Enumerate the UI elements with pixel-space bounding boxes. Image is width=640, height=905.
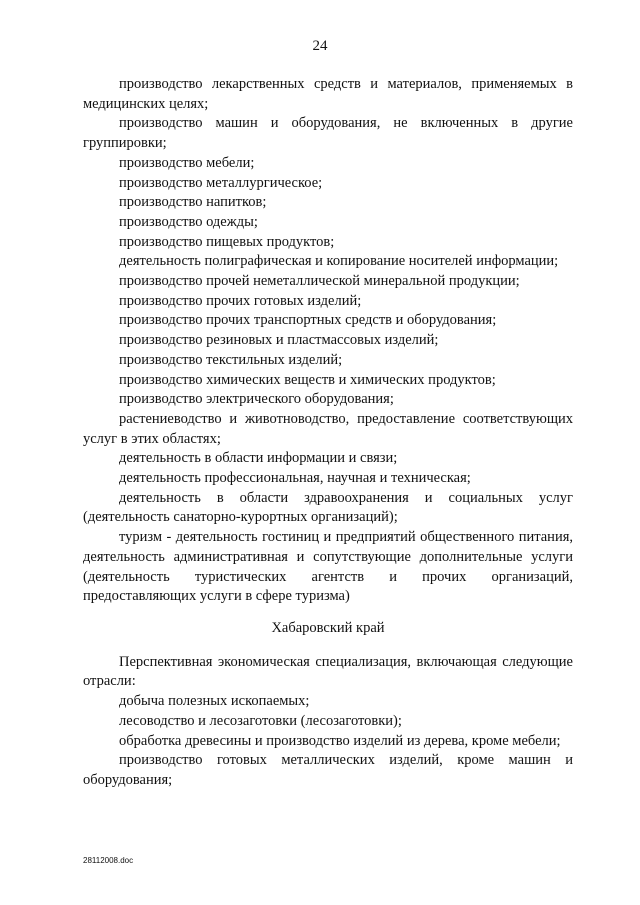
paragraph: обработка древесины и производство изделий из дерева, кроме мебели; bbox=[119, 732, 561, 749]
paragraph: Перспективная экономическая специализация, включающая следующие отрасли: bbox=[83, 653, 573, 690]
paragraph: деятельность в области здравоохранения и социальных услуг (деятельность санаторно-курортных организаций); bbox=[83, 489, 573, 526]
paragraph: производство резиновых и пластмассовых изделий; bbox=[119, 332, 439, 349]
paragraph: деятельность профессиональная, научная и техническая; bbox=[119, 470, 471, 487]
paragraph: производство прочей неметаллической минеральной продукции; bbox=[119, 273, 520, 290]
paragraph: производство готовых металлических изделий, кроме машин и оборудования; bbox=[83, 752, 573, 788]
paragraph: производство металлургическое; bbox=[119, 174, 323, 191]
paragraph: производство текстильных изделий; bbox=[119, 351, 343, 368]
paragraph: производство прочих транспортных средств и оборудования; bbox=[119, 312, 497, 329]
paragraph: растениеводство и животноводство, предоставление соответствующих услуг в этих областях; bbox=[83, 410, 573, 447]
paragraph: деятельность в области информации и связи; bbox=[119, 450, 398, 467]
document-body bbox=[83, 75, 573, 791]
paragraph: производство пищевых продуктов; bbox=[119, 233, 335, 250]
footer-filename: 28112008.doc bbox=[83, 856, 134, 865]
paragraph: производство напитков; bbox=[119, 194, 267, 211]
page-number: 24 bbox=[312, 38, 328, 54]
paragraph: деятельность полиграфическая и копирование носителей информации; bbox=[119, 253, 559, 270]
paragraph: производство одежды; bbox=[119, 213, 258, 230]
paragraph: производство мебели; bbox=[119, 154, 255, 171]
paragraph: туризм - деятельность гостиниц и предприятий общественного питания, деятельность административная и сопутствующие дополнительные услуги (деятельность туристических агентств и прочих организаций, предоставляющих услуги в сфере туризма) bbox=[83, 529, 573, 605]
paragraph: добыча полезных ископаемых; bbox=[119, 693, 310, 710]
paragraph: производство электрического оборудования; bbox=[119, 391, 394, 408]
paragraph: лесоводство и лесозаготовки (лесозаготовки); bbox=[119, 712, 402, 729]
paragraph: производство лекарственных средств и материалов, применяемых в медицинских целях; bbox=[83, 76, 573, 112]
paragraph: производство машин и оборудования, не включенных в другие группировки; bbox=[83, 115, 573, 152]
paragraph: производство прочих готовых изделий; bbox=[119, 292, 362, 309]
section-heading: Хабаровский край bbox=[271, 619, 385, 636]
paragraph: производство химических веществ и химических продуктов; bbox=[119, 371, 496, 388]
